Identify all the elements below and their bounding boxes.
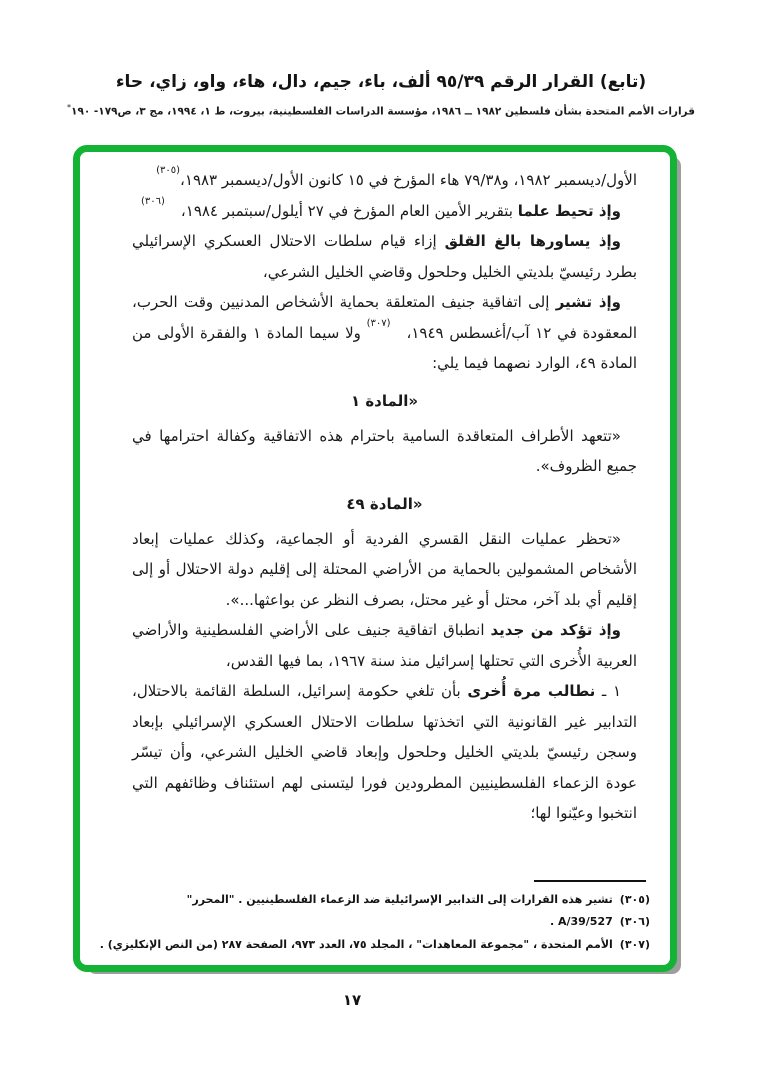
footnote-text: الأمم المتحدة ، "مجموعة المعاهدات" ، المجلد ٧٥، العدد ٩٧٣، الصفحة ٢٨٧ (من النص الإنكليزي) . <box>99 937 613 951</box>
paragraph-lead: وإذ تؤكد من جديد <box>490 621 622 639</box>
paragraph-text: إلى اتفاقية جنيف المتعلقة بحماية الأشخاص المدنيين وقت الحرب، المعقودة في ١٢ آب/أغسطس ١٩٤٩، <box>132 293 638 342</box>
footnote-text: تشير هذه القرارات إلى التدابير الإسرائيلية ضد الزعماء الفلسطينيين . "المحرر" <box>186 892 613 906</box>
paragraph-preamble-continuation <box>132 165 637 196</box>
green-highlight-frame <box>73 145 677 972</box>
paragraph-reaffirming <box>132 615 637 676</box>
paragraph-text: «تحظر عمليات النقل القسري الفردية أو الجماعية، وكذلك عمليات إبعاد الأشخاص المشمولين بالحماية من الأراضي المحتلة إلى إقليم دولة الاحتلال أو إلى إقليم أي بلد آخر، محتل أو غير محتل، بصرف النظر عن بواعثها...». <box>132 529 637 609</box>
source-citation-line <box>0 103 762 118</box>
paragraph-text: بأن تلغي حكومة إسرائيل، السلطة القائمة بالاحتلال، التدابير غير القانونية التي اتخذتها سلطات الاحتلال العسكري الإسرائيلي بإبعاد وسجن رئيسيّ بلديتي الخليل وحلحول وإبعاد قاضي الخليل الشرعي، وأن تيسّر عودة الزعماء الفلسطينيين المطرودين فورا ليتسنى لهم استئناف وظائفهم التي انتخبوا وعيّنوا لها؛ <box>132 682 637 822</box>
paragraph-lead: نطالب مرة أُخرى <box>467 682 596 700</box>
paragraph-text: إزاء قيام سلطات الاحتلال العسكري الإسرائيلي بطرد رئيسيّ بلديتي الخليل وحلحول وقاضي الخليل الشرعي، <box>132 232 637 281</box>
document-body <box>132 165 637 829</box>
footnote-ref-305: (٣٠٥) <box>156 165 181 176</box>
source-citation-text: قرارات الأمم المتحدة بشأن فلسطين ١٩٨٢ ــ ١٩٨٦، مؤسسة الدراسات الفلسطينية، بيروت، ط ١، ١٩٩٤، مج ٣، ص١٧٩- ١٩٠ <box>71 105 695 118</box>
footnote-marker: (٣٠٥) <box>619 892 650 906</box>
footnote-marker: (٣٠٧) <box>619 937 650 951</box>
paragraph-taking-note <box>132 196 637 227</box>
footnote-ref-307: (٣٠٧) <box>366 317 391 329</box>
paragraph-operative-1 <box>132 676 637 829</box>
footnote-306 <box>125 911 650 934</box>
heading-article-1: «المادة ١ <box>350 391 419 410</box>
paragraph-lead: وإذ يساورها بالغ القلق <box>444 232 621 250</box>
footnote-separator-rule <box>534 880 646 882</box>
paragraph-text: انطباق اتفاقية جنيف على الأراضي الفلسطينية والأراضي العربية الأُخرى التي تحتلها إسرائيل منذ سنة ١٩٦٧، بما فيها القدس، <box>132 621 637 670</box>
paragraph-deep-concern <box>132 226 637 287</box>
paragraph-recalling-geneva <box>132 287 637 379</box>
footnote-marker: (٣٠٦) <box>619 915 650 928</box>
paragraph-text-after: ولا سيما المادة ١ والفقرة الأولى من المادة ٤٩، الوارد نصهما فيما يلي: <box>132 323 637 372</box>
paragraph-article-49-quote <box>132 524 637 616</box>
clause-number: ١ ـ <box>595 682 621 700</box>
paragraph-article-1-quote <box>132 421 637 482</box>
footnotes-section <box>99 880 650 957</box>
paragraph-text: «تتعهد الأطراف المتعاقدة السامية باحترام هذه الاتفاقية وكفالة احترامها في جميع الظروف». <box>132 426 637 475</box>
paragraph-text: بتقرير الأمين العام المؤرخ في ٢٧ أيلول/سبتمبر ١٩٨٤، <box>180 201 518 220</box>
footnote-305 <box>125 889 650 912</box>
paragraph-lead: وإذ تشير <box>555 293 621 311</box>
page-title: (تابع) القرار الرقم ٩٥/٣٩ ألف، باء، جيم، دال، هاء، واو، زاي، حاء <box>115 72 647 92</box>
footnote-307 <box>99 934 650 957</box>
paragraph-text: الأول/ديسمبر ١٩٨٢، و٧٩/٣٨ هاء المؤرخ في ١٥ كانون الأول/ديسمبر ١٩٨٣، <box>180 171 637 189</box>
page-number: ١٧ <box>342 991 362 1009</box>
source-citation-asterisk: * <box>67 103 72 112</box>
heading-article-49: «المادة ٤٩ <box>346 494 423 513</box>
footnote-text: A/39/527 . <box>549 915 613 928</box>
paragraph-lead: وإذ تحيط علما <box>517 201 621 220</box>
footnote-ref-306: (٣٠٦) <box>140 195 165 207</box>
